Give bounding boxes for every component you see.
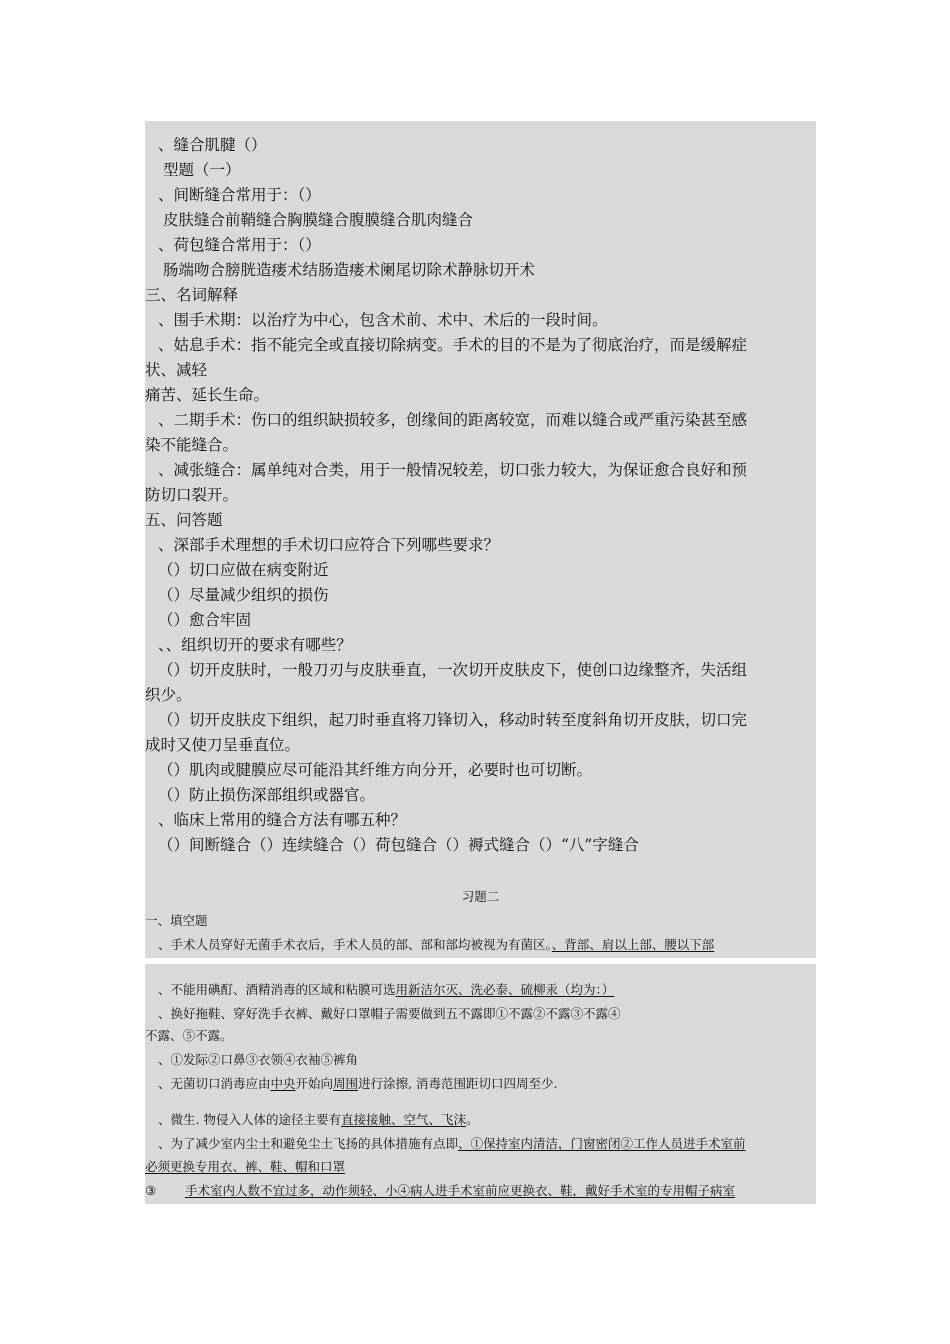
answer-text: 必须更换专用衣、裤、鞋、帽和口罩 xyxy=(145,1159,346,1174)
text-line xyxy=(158,1112,478,1128)
section-heading: 五、问答题 xyxy=(145,511,223,529)
text-line xyxy=(158,1136,746,1152)
answer-text: 、背部、肩以上部、腰以下部 xyxy=(551,937,715,952)
answer-text: 、①保持室内清洁，门窗密闭②工作人员进手术室前 xyxy=(458,1136,746,1151)
text-line: （）切开皮肤皮下组织，起刀时垂直将刀锋切入，移动时转至度斜角切开皮肤，切口完 xyxy=(158,711,748,729)
text-line: （）间断缝合（）连续缝合（）荷包缝合（）褥式缝合（）“八”字缝合 xyxy=(158,836,639,854)
question-text: 开始向 xyxy=(295,1076,334,1091)
question-text: 、手术人员穿好无菌手术衣后，手术人员的部、部和部均被视为有菌区。 xyxy=(158,937,552,952)
text-line: 、荷包缝合常用于：（） xyxy=(158,236,321,254)
answer-text: 手术室内人数不宜过多，动作须轻、小④病人进手术室前应更换衣、鞋，戴好手术室的专用帽子病室 xyxy=(185,1183,736,1198)
text-line: 、缝合肌腱（） xyxy=(158,136,267,154)
answer-text: 周围 xyxy=(333,1076,359,1091)
text-line: （）尽量减少组织的损伤 xyxy=(158,586,329,604)
text-line: 成时又使刀呈垂直位。 xyxy=(145,736,301,754)
text-line: 、换好拖鞋、穿好洗手衣裤、戴好口罩帽子需要做到五不露即①不露②不露③不露④ xyxy=(158,1006,621,1021)
text-line: （）防止损伤深部组织或器官。 xyxy=(158,786,376,804)
question-text: 、微生. 物侵入人体的途径主要有 xyxy=(158,1112,341,1127)
text-line: 织少。 xyxy=(145,686,192,704)
text-line: 、①发际②口鼻③衣领④衣袖⑤裤角 xyxy=(158,1052,359,1067)
text-line: 状、减轻 xyxy=(145,361,208,379)
page-block-2 xyxy=(145,964,816,1204)
text-line: （）肌肉或腱膜应尽可能沿其纤维方向分开，必要时也可切断。 xyxy=(158,761,593,779)
answer-text: 直接接触、空气、飞沫 xyxy=(340,1112,466,1127)
text-line: 皮肤缝合前鞘缝合胸膜缝合腹膜缝合肌肉缝合 xyxy=(163,211,474,229)
text-line: 染不能缝合。 xyxy=(145,436,239,454)
text-line: （）愈合牢固 xyxy=(158,611,252,629)
text-line: 、、组织切开的要求有哪些？ xyxy=(158,636,352,654)
text-line: 痛苦、延长生命。 xyxy=(145,386,270,404)
text-line: 、减张缝合：属单纯对合类，用于一般情况较差，切口张力较大，为保证愈合良好和预 xyxy=(158,461,748,479)
section-title: 习题二 xyxy=(461,889,500,904)
text-line: 不露、⑤不露。 xyxy=(145,1028,233,1043)
answer-text: 中央 xyxy=(270,1076,296,1091)
text-line xyxy=(158,1076,557,1092)
question-text: 进行涂擦, 消毒范围距切口四周至少. xyxy=(358,1076,558,1091)
text-line: 、间断缝合常用于：（） xyxy=(158,186,321,204)
text-line: 、二期手术：伤口的组织缺损较多，创缘间的距离较宽，而难以缝合或严重污染甚至感 xyxy=(158,411,748,429)
text-line: 防切口裂开。 xyxy=(145,486,239,504)
question-text: 。 xyxy=(465,1112,479,1127)
text-line xyxy=(158,937,714,953)
section-heading: 一、填空题 xyxy=(145,913,208,928)
question-text: 、为了减少室内尘土和避免尘土飞扬的具体措施有点即 xyxy=(158,1136,459,1151)
item-number: ③ xyxy=(145,1183,157,1198)
text-line: （）切开皮肤时，一般刀刃与皮肤垂直，一次切开皮肤皮下，使创口边缘整齐，失活组 xyxy=(158,661,748,679)
text-line xyxy=(158,982,614,998)
text-line: 、围手术期：以治疗为中心，包含术前、术中、术后的一段时间。 xyxy=(158,311,608,329)
text-line: 肠端吻合膀胱造瘘术结肠造瘘术阑尾切除术静脉切开术 xyxy=(163,261,536,279)
question-text: 、无菌切口消毒应由 xyxy=(158,1076,271,1091)
question-text: 、不能用碘酊、酒精消毒的区域和粘膜可选 xyxy=(158,982,396,997)
text-line: 型题（一） xyxy=(163,161,241,179)
text-line: 、临床上常用的缝合方法有哪五种？ xyxy=(158,811,407,829)
text-line: （）切口应做在病变附近 xyxy=(158,561,329,579)
text-line: 、深部手术理想的手术切口应符合下列哪些要求？ xyxy=(158,536,500,554)
section-heading: 三、名词解释 xyxy=(145,286,239,304)
answer-text: 用新洁尔灭、洗必泰、硫柳汞（均为：） xyxy=(395,982,615,997)
text-line: 、姑息手术：指不能完全或直接切除病变。手术的目的不是为了彻底治疗，而是缓解症 xyxy=(158,336,748,354)
page-block-1 xyxy=(145,121,816,958)
